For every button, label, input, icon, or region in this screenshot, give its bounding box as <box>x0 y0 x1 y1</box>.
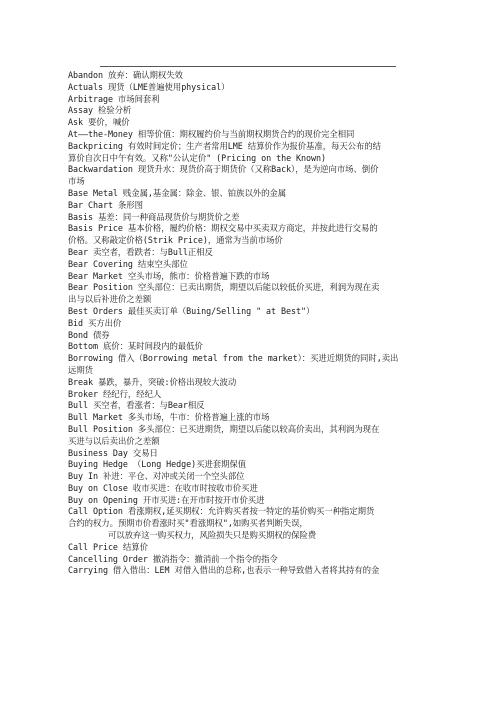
glossary-line: Buy on Close 收市买进：在收市时按收市价买进 <box>68 482 258 493</box>
glossary-line: Basis Price 基本价格，履约价格：期权交易中买卖双方商定，并按此进行交易的 <box>68 223 378 234</box>
glossary-line: Arbitrage 市场间套利 <box>68 93 160 104</box>
glossary-line: Bid 买方出价 <box>68 317 122 328</box>
glossary-line: 可以放弃这一购买权力，风险损失只是购买期权的保险费 <box>68 530 317 541</box>
glossary-line: 合约的权力。预期市价看涨时买"看涨期权",如购买者判断失误， <box>68 518 308 529</box>
glossary-line: Best Orders 最佳买卖订单（Buing/Selling " at Best"） <box>68 305 315 316</box>
glossary-line: Call Price 结算价 <box>68 541 148 552</box>
glossary-line: Bottom 底价：某时间段内的最低价 <box>68 341 203 352</box>
glossary-line: Base Metal 贱金属,基金属：除金、银、铂族以外的金属 <box>68 187 287 198</box>
glossary-line: Ask 要价，喊价 <box>68 117 130 128</box>
glossary-line: Carrying 借入借出：LEM 对借入借出的总称,也表示一种导致借入者将其持有的金 <box>68 565 380 576</box>
glossary-line: Bull Market 多头市场，牛市：价格普遍上涨的市场 <box>68 412 270 423</box>
glossary-line: Break 暴跌，暴升，突破:价格出现较大波动 <box>68 376 237 387</box>
glossary-body <box>68 70 430 577</box>
glossary-line: Basis 基差：同一种商品现货价与期货价之差 <box>68 211 240 222</box>
glossary-line: 市场 <box>68 176 85 187</box>
glossary-line: Abandon 放弃：确认期权失效 <box>68 70 183 80</box>
glossary-line: Call Option 看涨期权,延买期权：允许购买者按一特定的基价购买一种指定期货 <box>68 506 375 517</box>
glossary-line: Bear Position 空头部位：已卖出期货，期望以后能以较低价买进，利润为现在卖 <box>68 282 380 293</box>
glossary-line: 算价自次日中午有效。又称"公认定价" (Pricing on the Known) <box>68 152 327 163</box>
glossary-line: Borrowing 借入（Borrowing metal from the market）：买进近期货的同时,卖出 <box>68 353 399 364</box>
glossary-line: Bear Market 空头市场，熊市：价格普遍下跌的市场 <box>68 270 270 281</box>
glossary-line: Bull Position 多头部位：已买进期货，期望以后能以较高价卖出，其利润为现在 <box>68 423 380 434</box>
glossary-line: Assay 检验分析 <box>68 105 132 116</box>
glossary-line: Buy on Opening 开市买进:在开市时按开市价买进 <box>68 494 265 505</box>
glossary-line: Cancelling Order 撤消指令：撤消前一个指令的指令 <box>68 553 278 564</box>
glossary-line: Buying Hedge （Long Hedge)买进套期保值 <box>68 459 247 470</box>
glossary-line: Backpricing 有效时间定价；生产者常用LME 结算价作为报价基准，每天公布的结 <box>68 140 381 151</box>
glossary-line: Business Day 交易日 <box>68 447 158 458</box>
glossary-line: Buy In 补进：平仓、对冲或关闭一个空头部位 <box>68 471 245 482</box>
glossary-line: 价格。又称敲定价格(Strik Price)，通常为当前市场价 <box>68 235 283 246</box>
glossary-line: 买进与以后卖出价之差额 <box>68 435 160 446</box>
glossary-line: Bear Covering 结束空头部位 <box>68 258 188 269</box>
glossary-line: Bond 债券 <box>68 329 110 340</box>
glossary-line: At——the-Money 相等价值：期权履约价与当前期权期货合约的现价完全相同 <box>68 128 355 139</box>
glossary-line: 出与以后补进价之差额 <box>68 294 152 305</box>
glossary-line: Bull 买空者，看涨者：与Bear相反 <box>68 400 205 411</box>
glossary-line: Bar Chart 条形图 <box>68 199 143 210</box>
glossary-line: 远期货 <box>68 364 93 375</box>
glossary-line: Backwardation 现货升水：现货价高于期货价（又称Back），是为逆向市场、倒价 <box>68 164 379 175</box>
top-divider-line <box>100 66 396 67</box>
glossary-line: Bear 卖空者，看跌者：与Bull正相反 <box>68 246 213 257</box>
glossary-line: Broker 经纪行，经纪人 <box>68 388 162 399</box>
glossary-line: Actuals 现货（LME普遍使用physical） <box>68 81 230 92</box>
